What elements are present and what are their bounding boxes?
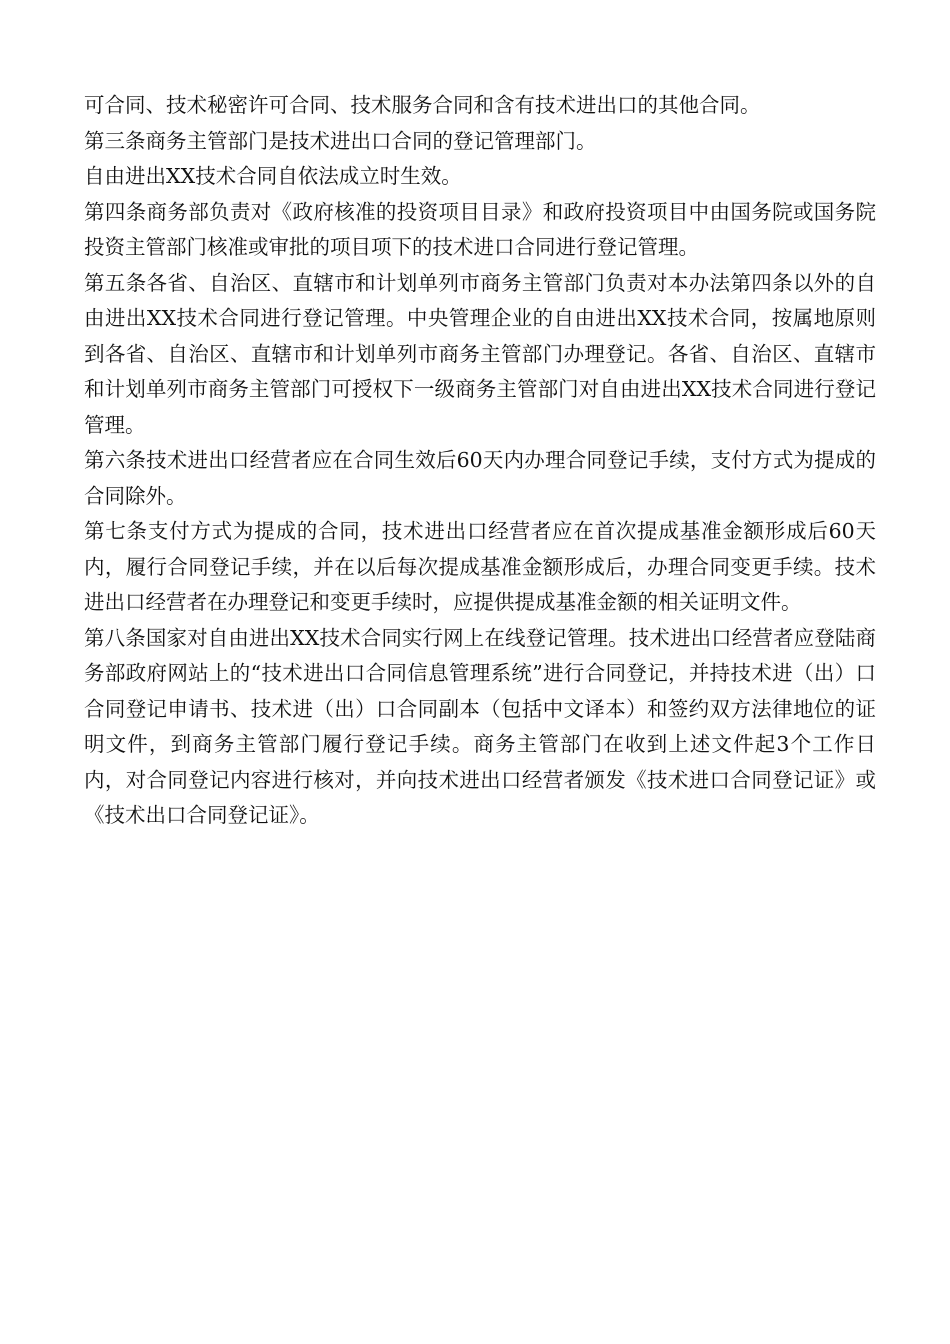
paragraph-4: 第四条商务部负责对《政府核准的投资项目目录》和政府投资项目中由国务院或国务院投资主管部门核准或审批的项目项下的技术进口合同进行登记管理。 [84,199,876,259]
paragraph-2: 第三条商务主管部门是技术进出口合同的登记管理部门。 [84,128,597,153]
paragraph-3: 自由进出XX技术合同自依法成立时生效。 [84,164,462,188]
document-body [84,88,876,834]
paragraph-5: 第五条各省、自治区、直辖市和计划单列市商务主管部门负责对本办法第四条以外的自由进出XX技术合同进行登记管理。中央管理企业的自由进出XX技术合同，按属地原则到各省、自治区、直辖市和计划单列市商务主管部门办理登记。各省、自治区、直辖市和计划单列市商务主管部门可授权下一级商务主管部门对自由进出XX技术合同进行登记管理。 [84,270,876,437]
paragraph-8: 第八条国家对自由进出XX技术合同实行网上在线登记管理。技术进出口经营者应登陆商务部政府网站上的“技术进出口合同信息管理系统”进行合同登记，并持技术进（出）口合同登记申请书、技术进（出）口合同副本（包括中文译本）和签约双方法律地位的证明文件，到商务主管部门履行登记手续。商务主管部门在收到上述文件起3个工作日内，对合同登记内容进行核对，并向技术进出口经营者颁发《技术进口合同登记证》或《技术出口合同登记证》。 [84,625,876,827]
paragraph-1: 可合同、技术秘密许可合同、技术服务合同和含有技术进出口的其他合同。 [84,93,761,117]
paragraph-6: 第六条技术进出口经营者应在合同生效后60天内办理合同登记手续，支付方式为提成的合同除外。 [84,448,876,508]
paragraph-7: 第七条支付方式为提成的合同，技术进出口经营者应在首次提成基准金额形成后60天内，履行合同登记手续，并在以后每次提成基准金额形成后，办理合同变更手续。技术进出口经营者在办理登记和变更手续时，应提供提成基准金额的相关证明文件。 [84,519,876,614]
